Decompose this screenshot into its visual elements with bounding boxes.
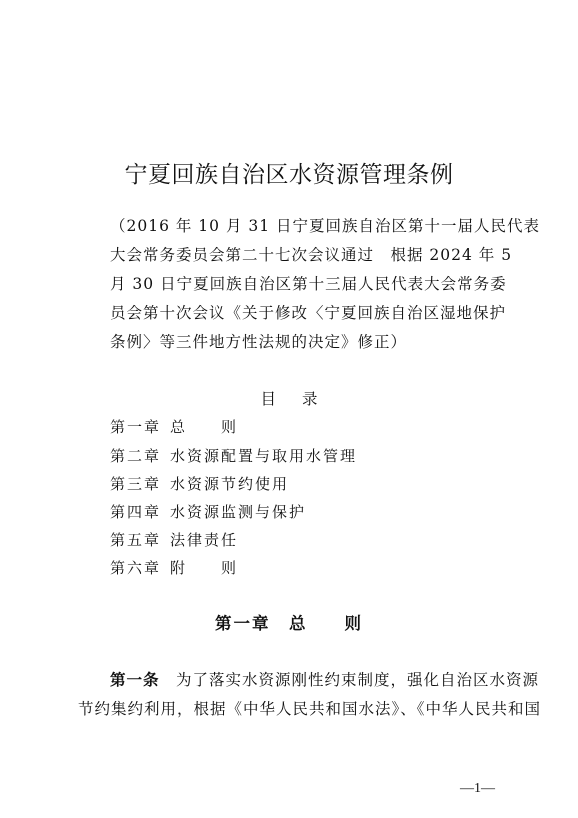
article-line: 节约集约利用，根据《中华人民共和国水法》、《中华人民共和国	[78, 700, 542, 718]
toc-item-name: 附 则	[170, 559, 239, 577]
article-line	[110, 668, 539, 690]
toc-item-number: 第三章	[110, 475, 162, 493]
toc-item-name: 水资源监测与保护	[170, 503, 307, 521]
page-number: —1—	[460, 781, 495, 796]
toc-item	[110, 557, 238, 578]
chapter-heading: 第一章 总 则	[215, 614, 363, 633]
toc-item	[110, 416, 238, 437]
toc-item-name: 水资源配置与取用水管理	[170, 447, 358, 465]
toc-item-number: 第四章	[110, 503, 162, 521]
toc-item	[110, 529, 238, 550]
toc-item-number: 第二章	[110, 447, 162, 465]
subtitle-line: 大会常务委员会第二十七次会议通过 根据 2024 年 5	[110, 246, 513, 264]
subtitle-line: 员会第十次会议《关于修改〈宁夏回族自治区湿地保护	[110, 304, 507, 322]
toc-item-name: 水资源节约使用	[170, 475, 290, 493]
toc-item-name: 总 则	[170, 418, 239, 436]
document-title: 宁夏回族自治区水资源管理条例	[124, 162, 454, 188]
toc-heading: 目录	[260, 390, 344, 408]
article-text: 为了落实水资源刚性约束制度，强化自治区水资源	[176, 671, 540, 689]
toc-item	[110, 473, 289, 494]
toc-item	[110, 501, 306, 522]
subtitle-line: 条例〉等三件地方性法规的决定》修正）	[110, 333, 408, 351]
subtitle-line: 月 30 日宁夏回族自治区第十三届人民代表大会常务委	[110, 275, 507, 293]
toc-item-name: 法律责任	[170, 531, 239, 549]
toc-item-number: 第六章	[110, 559, 162, 577]
toc-item-number: 第五章	[110, 531, 162, 549]
toc-item	[110, 445, 357, 466]
toc-item-number: 第一章	[110, 418, 162, 436]
article-label: 第一条	[110, 671, 160, 689]
subtitle-line: （2016 年 10 月 31 日宁夏回族自治区第十一届人民代表	[110, 217, 541, 235]
